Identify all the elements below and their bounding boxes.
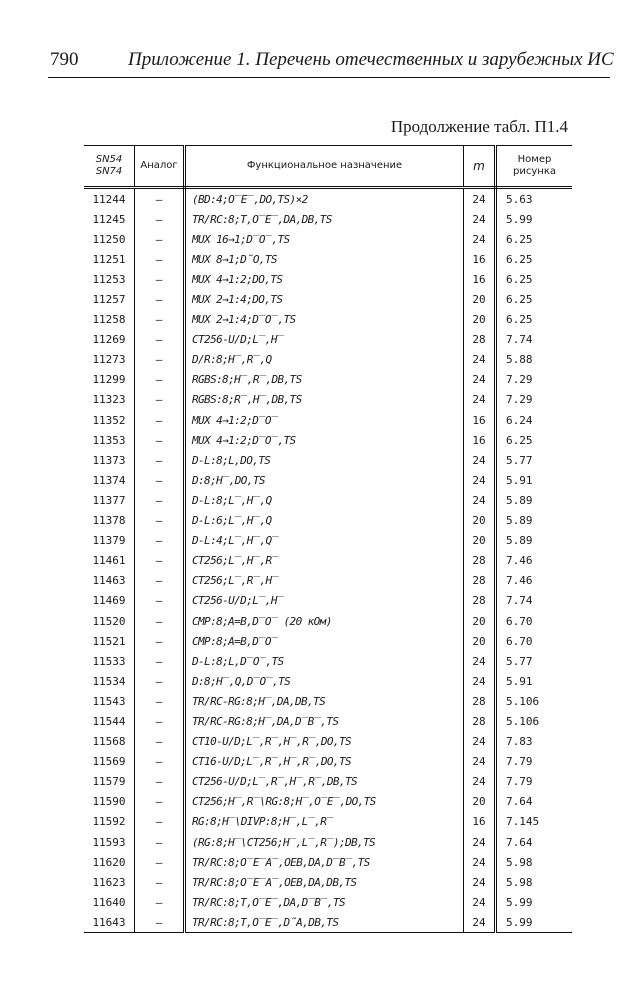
cell-function: CT256;H̅,R̅\RG:8;H̅,O̅E̅,DO,TS	[185, 792, 464, 812]
cell-pin-count: 20	[464, 289, 496, 309]
cell-figure: 5.89	[506, 493, 533, 507]
cell-pin-count: 24	[464, 390, 496, 410]
header-sn54: SN54	[95, 154, 123, 165]
table-row	[84, 410, 572, 430]
cell-analog: –	[135, 752, 185, 772]
cell-function: D:8;H̅,DO,TS	[185, 470, 464, 490]
cell-figure: 5.89	[506, 534, 533, 548]
table-row	[84, 792, 572, 812]
cell-function: TR/RC:8;O̅E̅A̅,OEB,DA,DB,TS	[185, 872, 464, 892]
cell-analog: –	[135, 289, 185, 309]
table-row	[84, 591, 572, 611]
cell-pin-count: 28	[464, 571, 496, 591]
cell-analog: –	[135, 490, 185, 510]
cell-function: CT256-U/D;L̅,H̅	[185, 330, 464, 350]
cell-figure: 7.46	[506, 554, 533, 568]
cell-analog: –	[135, 390, 185, 410]
table-row	[84, 289, 572, 309]
cell-figure: 6.25	[506, 232, 533, 246]
cell-analog: –	[135, 310, 185, 330]
table-row	[84, 691, 572, 711]
cell-analog: –	[135, 691, 185, 711]
page-header	[50, 49, 614, 73]
cell-figure: 7.145	[506, 815, 540, 829]
cell-pin-count: 24	[464, 350, 496, 370]
cell-function: CT16-U/D;L̅,R̅,H̅,R̅,DO,TS	[185, 752, 464, 772]
cell-figure: 5.88	[506, 353, 533, 367]
header-analog: Аналог	[135, 146, 185, 188]
header-sn74: SN74	[95, 166, 123, 177]
table-row	[84, 370, 572, 390]
table-row	[84, 892, 572, 912]
cell-function: MUX 4→1:2;DO,TS	[185, 269, 464, 289]
cell-figure: 6.24	[506, 413, 533, 427]
table-body	[84, 188, 572, 933]
cell-part-number: 11379	[84, 531, 135, 551]
cell-function: MUX 2→1:4;D̅O̅,TS	[185, 310, 464, 330]
cell-analog: –	[135, 611, 185, 631]
cell-pin-count: 24	[464, 912, 496, 933]
cell-part-number: 11352	[84, 410, 135, 430]
cell-part-number: 11592	[84, 812, 135, 832]
table-row	[84, 330, 572, 350]
cell-pin-count: 20	[464, 792, 496, 812]
cell-figure: 5.98	[506, 875, 533, 889]
cell-analog: –	[135, 350, 185, 370]
cell-analog: –	[135, 269, 185, 289]
cell-part-number: 11353	[84, 430, 135, 450]
cell-part-number: 11623	[84, 872, 135, 892]
cell-function: D-L:4;L̅,H̅,Q̅	[185, 531, 464, 551]
cell-figure: 6.25	[506, 433, 533, 447]
cell-analog: –	[135, 470, 185, 490]
cell-part-number: 11579	[84, 772, 135, 792]
cell-pin-count: 24	[464, 188, 496, 210]
cell-part-number: 11378	[84, 511, 135, 531]
cell-analog: –	[135, 531, 185, 551]
cell-figure: 6.25	[506, 272, 533, 286]
cell-part-number: 11643	[84, 912, 135, 933]
running-title: Приложение 1. Перечень отечественных и зарубежных ИС	[128, 49, 614, 70]
table-row	[84, 631, 572, 651]
cell-part-number: 11269	[84, 330, 135, 350]
cell-pin-count: 24	[464, 892, 496, 912]
cell-function: MUX 4→1:2;D̅O̅	[185, 410, 464, 430]
header-function: Функциональное назначение	[185, 146, 464, 188]
table-row	[84, 571, 572, 591]
cell-figure: 7.64	[506, 835, 533, 849]
cell-function: TR/RC:8;T,O̅E̅,DA,DB,TS	[185, 209, 464, 229]
cell-figure: 5.99	[506, 895, 533, 909]
cell-figure: 5.99	[496, 912, 573, 933]
cell-pin-count: 20	[464, 511, 496, 531]
cell-analog: –	[135, 511, 185, 531]
cell-figure: 5.77	[506, 654, 533, 668]
cell-pin-count: 28	[464, 330, 496, 350]
cell-analog: –	[135, 671, 185, 691]
cell-function: D-L:6;L̅,H̅,Q	[185, 511, 464, 531]
cell-figure: 7.64	[506, 795, 533, 809]
cell-function: MUX 4→1:2;D̅O̅,TS	[185, 430, 464, 450]
table-row	[84, 651, 572, 671]
cell-part-number: 11533	[84, 651, 135, 671]
cell-function: CT256-U/D;L̅,R̅,H̅,R̅,DB,TS	[185, 772, 464, 792]
cell-pin-count: 20	[464, 631, 496, 651]
cell-part-number: 11544	[84, 711, 135, 731]
cell-analog: –	[135, 832, 185, 852]
cell-figure: 7.79	[506, 775, 533, 789]
cell-pin-count: 24	[464, 370, 496, 390]
cell-figure: 7.83	[506, 735, 533, 749]
cell-pin-count: 24	[464, 772, 496, 792]
cell-figure: 6.25	[506, 313, 533, 327]
cell-analog: –	[135, 912, 185, 933]
cell-pin-count: 24	[464, 490, 496, 510]
cell-part-number: 11543	[84, 691, 135, 711]
cell-figure: 5.106	[506, 694, 540, 708]
table-row	[84, 832, 572, 852]
cell-pin-count: 28	[464, 591, 496, 611]
cell-figure: 5.91	[506, 674, 533, 688]
cell-part-number: 11569	[84, 752, 135, 772]
cell-pin-count: 24	[464, 852, 496, 872]
cell-analog: –	[135, 812, 185, 832]
cell-part-number: 11374	[84, 470, 135, 490]
cell-figure: 6.25	[506, 252, 533, 266]
cell-part-number: 11323	[84, 390, 135, 410]
cell-figure: 5.106	[506, 714, 540, 728]
cell-part-number: 11299	[84, 370, 135, 390]
cell-figure: 5.63	[506, 192, 533, 206]
cell-function: RG:8;H̅\DIVP:8;H̅,L̅,R̅	[185, 812, 464, 832]
cell-part-number: 11590	[84, 792, 135, 812]
cell-analog: –	[135, 772, 185, 792]
cell-function: TR/RC-RG:8;H̅,DA,DB,TS	[185, 691, 464, 711]
header-sn54-sn74	[84, 146, 135, 188]
cell-pin-count: 16	[464, 430, 496, 450]
cell-analog: –	[135, 188, 185, 210]
cell-part-number: 11251	[84, 249, 135, 269]
cell-figure: 7.79	[506, 755, 533, 769]
table-row	[84, 470, 572, 490]
cell-part-number: 11568	[84, 732, 135, 752]
cell-function: TR/RC:8;O̅E̅A̅,OEB,DA,D̅B̅,TS	[185, 852, 464, 872]
cell-part-number: 11620	[84, 852, 135, 872]
cell-function: CMP:8;A=B,D̅O̅ (20 кОм)	[185, 611, 464, 631]
cell-analog: –	[135, 551, 185, 571]
table-row	[84, 531, 572, 551]
cell-figure: 5.77	[506, 453, 533, 467]
table-row	[84, 671, 572, 691]
table-row	[84, 752, 572, 772]
cell-analog: –	[135, 591, 185, 611]
table-row	[84, 611, 572, 631]
cell-function: (RG:8;H̅\CT256;H̅,L̅,R̅);DB,TS	[185, 832, 464, 852]
cell-pin-count: 28	[464, 691, 496, 711]
table-header-row	[84, 146, 572, 188]
cell-analog: –	[135, 571, 185, 591]
cell-figure: 7.46	[506, 574, 533, 588]
cell-part-number: 11257	[84, 289, 135, 309]
cell-part-number: 11258	[84, 310, 135, 330]
cell-part-number: 11250	[84, 229, 135, 249]
cell-pin-count: 20	[464, 611, 496, 631]
table-row	[84, 450, 572, 470]
cell-analog: –	[135, 330, 185, 350]
table-row	[84, 711, 572, 731]
cell-function: CT10-U/D;L̅,R̅,H̅,R̅,DO,TS	[185, 732, 464, 752]
cell-pin-count: 20	[464, 310, 496, 330]
table-row	[84, 511, 572, 531]
table-row	[84, 269, 572, 289]
table-row	[84, 812, 572, 832]
cell-part-number: 11245	[84, 209, 135, 229]
cell-figure: 6.70	[506, 634, 533, 648]
cell-pin-count: 20	[464, 531, 496, 551]
cell-function: MUX 2→1:4;DO,TS	[185, 289, 464, 309]
cell-pin-count: 28	[464, 551, 496, 571]
cell-pin-count: 16	[464, 812, 496, 832]
cell-part-number: 11377	[84, 490, 135, 510]
table-row	[84, 852, 572, 872]
cell-pin-count: 24	[464, 832, 496, 852]
cell-pin-count: 24	[464, 209, 496, 229]
cell-part-number: 11593	[84, 832, 135, 852]
cell-function: D-L:8;L,DO,TS	[185, 450, 464, 470]
cell-analog: –	[135, 852, 185, 872]
table-row	[84, 209, 572, 229]
cell-function: CMP:8;A=B,D̅O̅	[185, 631, 464, 651]
header-figure-line1: Номер	[517, 154, 552, 165]
table-row	[84, 430, 572, 450]
cell-analog: –	[135, 430, 185, 450]
cell-part-number: 11373	[84, 450, 135, 470]
cell-analog: –	[135, 209, 185, 229]
cell-function: MUX 8→1;D̃O,TS	[185, 249, 464, 269]
header-figure	[496, 146, 573, 188]
cell-analog: –	[135, 249, 185, 269]
cell-figure: 5.98	[506, 855, 533, 869]
cell-figure: 6.70	[506, 614, 533, 628]
cell-figure: 5.91	[506, 473, 533, 487]
table-row	[84, 188, 572, 210]
cell-figure: 5.99	[506, 212, 533, 226]
cell-pin-count: 28	[464, 711, 496, 731]
cell-analog: –	[135, 631, 185, 651]
cell-analog: –	[135, 450, 185, 470]
cell-function: RGBS:8;R̅,H̅,DB,TS	[185, 390, 464, 410]
cell-function: RGBS:8;H̅,R̅,DB,TS	[185, 370, 464, 390]
cell-part-number: 11640	[84, 892, 135, 912]
table-row	[84, 490, 572, 510]
cell-analog: –	[135, 872, 185, 892]
cell-part-number: 11469	[84, 591, 135, 611]
cell-pin-count: 24	[464, 752, 496, 772]
cell-function: (BD:4;O̅E̅,DO,TS)×2	[185, 188, 464, 210]
ic-table	[84, 145, 572, 933]
table-continuation-caption: Продолжение табл. П1.4	[390, 117, 568, 136]
cell-pin-count: 24	[464, 671, 496, 691]
cell-figure: 7.29	[506, 373, 533, 387]
cell-pin-count: 16	[464, 410, 496, 430]
cell-figure: 6.25	[506, 293, 533, 307]
cell-analog: –	[135, 711, 185, 731]
table-row	[84, 732, 572, 752]
table-row	[84, 551, 572, 571]
cell-function: TR/RC-RG:8;H̅,DA,D̅B̅,TS	[185, 711, 464, 731]
cell-part-number: 11273	[84, 350, 135, 370]
cell-function: TR/RC:8;T,O̅E̅,DA,D̅B̅,TS	[185, 892, 464, 912]
cell-function: TR/RC:8;T,O̅E̅,D̃A,DB,TS	[185, 912, 464, 933]
cell-analog: –	[135, 370, 185, 390]
table-row	[84, 872, 572, 892]
cell-figure: 7.29	[506, 393, 533, 407]
cell-analog: –	[135, 651, 185, 671]
cell-pin-count: 24	[464, 732, 496, 752]
cell-part-number: 11461	[84, 551, 135, 571]
cell-function: D-L:8;L̅,H̅,Q	[185, 490, 464, 510]
cell-figure: 7.74	[506, 333, 533, 347]
cell-analog: –	[135, 229, 185, 249]
cell-part-number: 11463	[84, 571, 135, 591]
cell-part-number: 11244	[84, 188, 135, 210]
cell-pin-count: 16	[464, 249, 496, 269]
cell-pin-count: 16	[464, 269, 496, 289]
cell-function: D/R:8;H̅,R̅,Q	[185, 350, 464, 370]
cell-pin-count: 24	[464, 651, 496, 671]
cell-function: CT256;L̅,H̅,R̅	[185, 551, 464, 571]
table-row	[84, 912, 572, 933]
cell-function: D:8;H̅,Q,D̅O̅,TS	[185, 671, 464, 691]
cell-function: CT256;L̅,R̅,H̅	[185, 571, 464, 591]
table-row	[84, 249, 572, 269]
cell-pin-count: 24	[464, 450, 496, 470]
cell-function: D-L:8;L,D̅O̅,TS	[185, 651, 464, 671]
cell-analog: –	[135, 792, 185, 812]
cell-part-number: 11253	[84, 269, 135, 289]
header-rule	[48, 77, 610, 78]
table-row	[84, 350, 572, 370]
cell-part-number: 11521	[84, 631, 135, 651]
cell-pin-count: 24	[464, 229, 496, 249]
cell-analog: –	[135, 892, 185, 912]
table-row	[84, 390, 572, 410]
header-figure-line2: рисунка	[513, 166, 556, 177]
cell-analog: –	[135, 410, 185, 430]
cell-part-number: 11534	[84, 671, 135, 691]
header-m: m	[464, 146, 496, 188]
page-number: 790	[50, 49, 79, 70]
cell-pin-count: 24	[464, 872, 496, 892]
cell-figure: 7.74	[506, 594, 533, 608]
table-row	[84, 310, 572, 330]
cell-analog: –	[135, 732, 185, 752]
cell-pin-count: 24	[464, 470, 496, 490]
cell-figure: 5.89	[506, 514, 533, 528]
table-row	[84, 229, 572, 249]
table-row	[84, 772, 572, 792]
cell-function: CT256-U/D;L̅,H̅	[185, 591, 464, 611]
cell-function: MUX 16→1;D̅O̅,TS	[185, 229, 464, 249]
cell-part-number: 11520	[84, 611, 135, 631]
